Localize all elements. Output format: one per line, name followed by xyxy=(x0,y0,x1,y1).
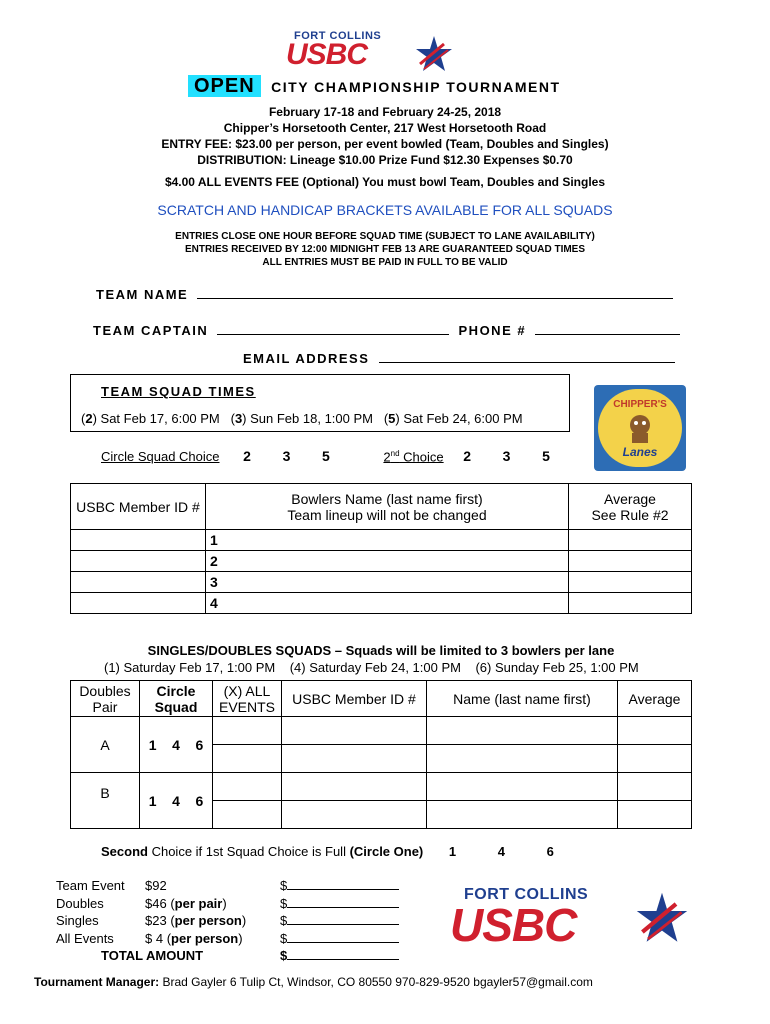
table-row xyxy=(71,717,692,745)
team-squad-times: (2) Sat Feb 17, 6:00 PM (3) Sun Feb 18, 1:00 PM (5) Sat Feb 24, 6:00 PM xyxy=(81,411,523,426)
sd-squad-1: (1) Saturday Feb 17, 1:00 PM xyxy=(104,660,276,675)
entries-close: ENTRIES CLOSE ONE HOUR BEFORE SQUAD TIME (SUBJECT TO LANE AVAILABILITY) xyxy=(175,231,595,242)
bowler-name-cell[interactable]: 3 xyxy=(206,572,569,593)
table-row xyxy=(71,773,692,801)
squad-time-3: Sun Feb 18, 1:00 PM xyxy=(250,411,373,426)
pair-label-a: A xyxy=(71,717,140,773)
doubles-fee-field[interactable] xyxy=(287,895,399,908)
usbc-id-cell[interactable] xyxy=(282,773,427,801)
all-events-cell[interactable] xyxy=(213,801,282,829)
singles-fee-field[interactable] xyxy=(287,912,399,925)
team-fee-field[interactable] xyxy=(287,877,399,890)
fee-row-doubles: Doubles $46 (per pair) $ xyxy=(56,895,399,913)
fee-row-total: TOTAL AMOUNT $ xyxy=(56,947,399,965)
chippers-logo-line2: Lanes xyxy=(622,445,658,459)
squad-num-2: 2 xyxy=(85,411,93,426)
logo-bottom-line1: FORT COLLINS xyxy=(464,886,589,903)
info-entry-fee: ENTRY FEE: $23.00 per person, per event bowled (Team, Doubles and Singles) xyxy=(161,137,609,151)
chippers-logo-line1: CHIPPER'S xyxy=(613,399,667,410)
average-header: Average See Rule #2 xyxy=(569,484,692,530)
average-cell[interactable] xyxy=(569,530,692,551)
email-field[interactable] xyxy=(379,350,675,363)
name-cell[interactable] xyxy=(427,773,618,801)
pair-a-choices[interactable]: 1 4 6 xyxy=(140,717,213,773)
squad-num-3: 3 xyxy=(234,411,243,426)
sd-squads xyxy=(104,660,694,675)
usbc-id-cell[interactable] xyxy=(282,801,427,829)
bowler-name-cell[interactable]: 2 xyxy=(206,551,569,572)
circle-squad-header: Circle Squad xyxy=(140,681,213,717)
table-row xyxy=(71,572,692,593)
choice-5[interactable]: 5 xyxy=(321,448,330,464)
fee-row-team: Team Event $92 $ xyxy=(56,877,399,895)
manager-text: Brad Gayler 6 Tulip Ct, Windsor, CO 80550 970-829-9520 bgayler57@gmail.com xyxy=(159,975,593,989)
bowler-name-cell[interactable]: 1 xyxy=(206,530,569,551)
squad-num-5: 5 xyxy=(388,411,396,426)
team-squad-heading: TEAM SQUAD TIMES xyxy=(101,384,256,399)
average-cell[interactable] xyxy=(569,551,692,572)
info-dates: February 17-18 and February 24-25, 2018 xyxy=(268,105,502,119)
all-events-cell[interactable] xyxy=(213,717,282,745)
member-id-cell[interactable] xyxy=(71,551,206,572)
second-choice-pre: Second xyxy=(101,844,148,859)
info-block xyxy=(80,104,690,168)
bowler-name-cell[interactable]: 4 xyxy=(206,593,569,614)
doubles-table-header xyxy=(71,681,692,717)
member-id-cell[interactable] xyxy=(71,530,206,551)
all-events-fee-field[interactable] xyxy=(287,930,399,943)
average-cell[interactable] xyxy=(618,745,692,773)
sd-heading: SINGLES/DOUBLES SQUADS – Squads will be limited to 3 bowlers per lane xyxy=(147,643,615,658)
table-row xyxy=(71,593,692,614)
fee-row-all-events: All Events $ 4 (per person) $ xyxy=(56,930,399,948)
table-row xyxy=(71,551,692,572)
brackets-notice: SCRATCH AND HANDICAP BRACKETS AVAILABLE FOR ALL SQUADS xyxy=(157,202,613,218)
average-cell[interactable] xyxy=(618,717,692,745)
chippers-lanes-logo xyxy=(594,385,686,471)
chipmunk-icon xyxy=(624,413,656,443)
circle-squad-row xyxy=(101,448,550,464)
average-cell[interactable] xyxy=(618,773,692,801)
pair-label-b: B xyxy=(71,773,140,829)
bowler-name-header: Bowlers Name (last name first) Team lineup will not be changed xyxy=(206,484,569,530)
second-choice-3[interactable]: 3 xyxy=(502,448,511,464)
doubles-table xyxy=(70,680,692,829)
average-cell[interactable] xyxy=(618,801,692,829)
second-choice-4[interactable]: 4 xyxy=(497,844,505,859)
squad-time-5: Sat Feb 24, 6:00 PM xyxy=(403,411,523,426)
circle-squad-label: Circle Squad Choice xyxy=(101,449,220,464)
info-location: Chipper’s Horsetooth Center, 217 West Horsetooth Road xyxy=(223,121,547,135)
team-squad-box xyxy=(70,374,570,432)
average-cell[interactable] xyxy=(569,572,692,593)
team-captain-label: TEAM CAPTAIN xyxy=(93,323,209,338)
all-events-fee: $4.00 ALL EVENTS FEE (Optional) You must bowl Team, Doubles and Singles xyxy=(164,175,606,189)
choice-3[interactable]: 3 xyxy=(282,448,291,464)
team-captain-field[interactable] xyxy=(217,322,449,335)
second-choice-row xyxy=(101,844,554,859)
team-name-row xyxy=(96,286,673,302)
team-name-field[interactable] xyxy=(197,286,673,299)
entries-paid: ALL ENTRIES MUST BE PAID IN FULL TO BE VALID xyxy=(262,257,508,268)
squad-time-2: Sat Feb 17, 6:00 PM xyxy=(100,411,220,426)
team-name-label: TEAM NAME xyxy=(96,287,189,302)
pair-b-choices[interactable]: 1 4 6 xyxy=(140,773,213,829)
second-choice-6[interactable]: 6 xyxy=(546,844,554,859)
tournament-manager xyxy=(34,975,593,989)
all-events-cell[interactable] xyxy=(213,745,282,773)
fee-row-singles: Singles $23 (per person) $ xyxy=(56,912,399,930)
email-label: EMAIL ADDRESS xyxy=(243,351,370,366)
team-roster-table xyxy=(70,483,692,614)
member-id-cell[interactable] xyxy=(71,572,206,593)
second-choice-2[interactable]: 2 xyxy=(463,448,472,464)
team-captain-row xyxy=(93,322,680,338)
sd-squad-4: (4) Saturday Feb 24, 1:00 PM xyxy=(289,660,461,675)
second-choice-mid: Choice if 1st Squad Choice is Full xyxy=(147,844,350,859)
all-events-header: (X) ALL EVENTS xyxy=(213,681,282,717)
all-events-cell[interactable] xyxy=(213,773,282,801)
average-cell[interactable] xyxy=(569,593,692,614)
info-distribution: DISTRIBUTION: Lineage $10.00 Prize Fund $12.30 Expenses $0.70 xyxy=(197,153,573,167)
logo-bottom-line2: USBC xyxy=(450,899,577,951)
usbc-id-cell[interactable] xyxy=(282,745,427,773)
star-icon xyxy=(414,34,454,74)
title-rest: CITY CHAMPIONSHIP TOURNAMENT xyxy=(271,79,561,95)
name-cell[interactable] xyxy=(427,745,618,773)
entries-guaranteed: ENTRIES RECEIVED BY 12:00 MIDNIGHT FEB 13 ARE GUARANTEED SQUAD TIMES xyxy=(184,244,586,255)
phone-field[interactable] xyxy=(535,322,680,335)
average-header: Average xyxy=(618,681,692,717)
member-id-header: USBC Member ID # xyxy=(71,484,206,530)
name-cell[interactable] xyxy=(427,717,618,745)
email-row xyxy=(243,350,675,366)
logo-top-line1: FORT COLLINS xyxy=(294,30,382,42)
open-highlight: OPEN xyxy=(188,75,261,97)
second-choice-1[interactable]: 1 xyxy=(448,844,457,859)
second-choice-5[interactable]: 5 xyxy=(542,448,550,464)
fee-list xyxy=(56,877,399,965)
usbc-id-cell[interactable] xyxy=(282,717,427,745)
team-table-header xyxy=(71,484,692,530)
doubles-pair-header: Doubles Pair xyxy=(71,681,140,717)
usbc-id-header: USBC Member ID # xyxy=(282,681,427,717)
manager-label: Tournament Manager: xyxy=(34,975,160,989)
page-title xyxy=(188,75,608,101)
name-header: Name (last name first) xyxy=(427,681,618,717)
choice-2[interactable]: 2 xyxy=(243,448,251,464)
usbc-logo-bottom xyxy=(444,886,694,950)
table-row xyxy=(71,530,692,551)
entries-block xyxy=(80,230,690,269)
name-cell[interactable] xyxy=(427,801,618,829)
second-choice-post: (Circle One) xyxy=(349,844,424,859)
phone-label: PHONE # xyxy=(458,323,527,338)
star-icon xyxy=(634,890,690,946)
second-choice-label: 2nd Choice xyxy=(383,448,444,464)
total-fee-field[interactable] xyxy=(287,947,399,960)
sd-squad-6: (6) Sunday Feb 25, 1:00 PM xyxy=(475,660,639,675)
member-id-cell[interactable] xyxy=(71,593,206,614)
logo-top-line2: USBC xyxy=(286,38,368,71)
usbc-logo-top xyxy=(286,30,456,74)
